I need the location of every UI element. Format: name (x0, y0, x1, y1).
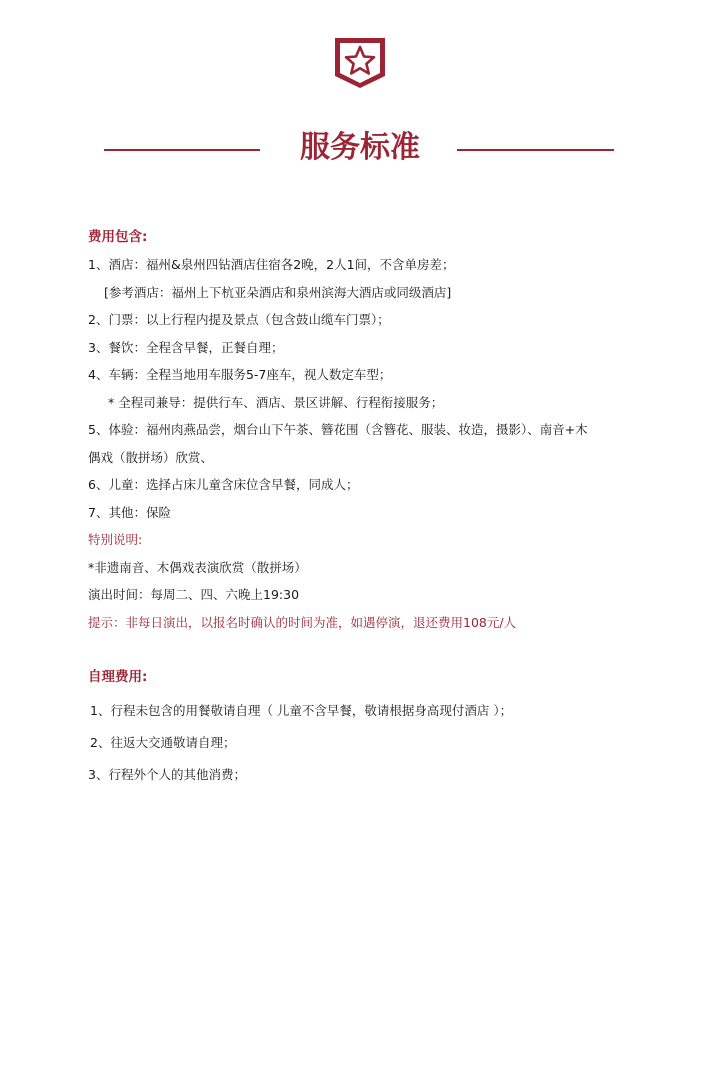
fee-included-item: 4、车辆：全程当地用车服务5-7座车，视人数定车型； (88, 367, 392, 382)
fee-included-item: 2、门票：以上行程内提及景点（包含鼓山缆车门票）； (88, 312, 390, 327)
self-paid-item: 2、往返大交通敬请自理； (90, 735, 236, 750)
fee-included-item: 6、儿童：选择占床儿童含床位含早餐，同成人； (88, 477, 359, 492)
title-row (0, 128, 720, 172)
fee-included-item: 偶戏（散拼场）欣赏、 (88, 450, 214, 465)
self-paid-heading: 自理费用: (88, 669, 148, 685)
fee-included-heading: 费用包含: (88, 229, 148, 245)
fee-included-item: 1、酒店：福州&泉州四钻酒店住宿各2晚，2人1间，不含单房差； (88, 257, 455, 272)
fee-included-item: 3、餐饮：全程含早餐，正餐自理； (88, 340, 284, 355)
special-tip: 提示：非每日演出，以报名时确认的时间为准，如遇停演，退还费用108元/人 (88, 615, 517, 630)
title-divider-right (457, 149, 614, 151)
special-item: 演出时间：每周二、四、六晚上19:30 (88, 587, 300, 602)
star-shield-icon (331, 34, 389, 92)
self-paid-item: 3、行程外个人的其他消费； (88, 767, 246, 782)
self-paid-item: 1、行程未包含的用餐敬请自理（ 儿童不含早餐，敬请根据身高现付酒店 ）； (90, 703, 513, 718)
fee-included-item: 5、体验：福州肉燕品尝，烟台山下午茶、簪花围（含簪花、服装、妆造，摄影）、南音+木 (88, 422, 588, 437)
fee-included-item: 7、其他：保险 (88, 505, 171, 520)
special-item: *非遗南音、木偶戏表演欣赏（散拼场） (88, 560, 307, 575)
fee-included-item: * 全程司兼导：提供行车、酒店、景区讲解、行程衔接服务； (108, 395, 444, 410)
fee-included-item: [参考酒店：福州上下杭亚朵酒店和泉州滨海大酒店或同级酒店] (104, 285, 452, 300)
special-heading: 特别说明: (88, 532, 143, 547)
page-title: 服务标准 (300, 130, 420, 165)
